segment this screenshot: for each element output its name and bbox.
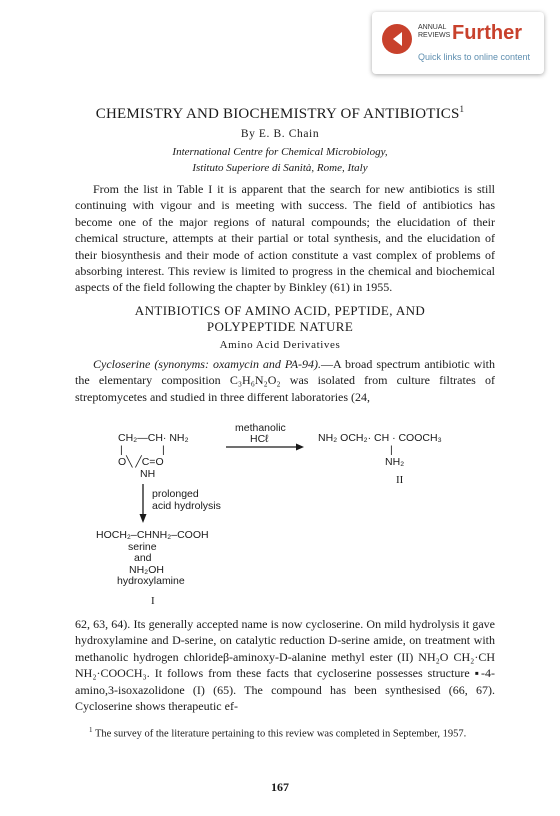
affiliation-line-2: Istituto Superiore di Sanità, Rome, Italy bbox=[192, 162, 368, 174]
hydrolysis-line-1: prolonged bbox=[152, 488, 199, 500]
reaction-arrow-right bbox=[226, 442, 304, 452]
cycloserine-lead: Cycloserine (synonyms: oxamycin and PA-94). bbox=[93, 357, 322, 371]
cycloserine-ring-bottom: O╲ ╱C=O bbox=[118, 456, 164, 468]
quick-links-text[interactable]: Quick links to online content bbox=[418, 52, 531, 62]
footnote: $^1$ The survey of the literature pertaining to this review was completed in September, 1957. bbox=[89, 726, 467, 740]
ring-right-bond: | bbox=[162, 444, 165, 456]
reaction-arrow-down bbox=[138, 484, 148, 524]
page-number: 167 bbox=[271, 780, 289, 794]
product-nh2oh: NH₂OH bbox=[129, 564, 164, 576]
cycloserine-ring-nh: NH bbox=[140, 468, 156, 480]
cycloserine-text: —A broad spectrum antibiotic with the elementary composition C₃H₆N₂O₂ was isolated from culture filtrates of streptomycetes and studied in three different laboratories (24, bbox=[75, 357, 495, 404]
annual-reviews-logo: ANNUAL REVIEWS bbox=[418, 24, 451, 39]
product-ii-bond: | bbox=[390, 444, 393, 456]
section-heading-line-2: POLYPEPTIDE NATURE bbox=[206, 319, 354, 334]
further-brand: Further bbox=[452, 22, 522, 44]
further-banner-link[interactable] bbox=[372, 12, 544, 74]
play-icon bbox=[382, 24, 412, 54]
product-and: and bbox=[134, 552, 152, 564]
product-i-formula: HOCH₂–CHNH₂–COOH bbox=[96, 529, 209, 541]
author-line: By E. B. Chain bbox=[240, 128, 320, 140]
product-ii-formula: NH₂ OCH₂· CH · COOCH₃ bbox=[318, 432, 442, 444]
hydrolysis-line-2: acid hydrolysis bbox=[152, 500, 221, 512]
cycloserine-paragraph bbox=[75, 356, 495, 405]
reagent-methanolic: methanolic bbox=[235, 422, 286, 434]
article-title: CHEMISTRY AND BIOCHEMISTRY OF ANTIBIOTICS$^1$ bbox=[95, 104, 465, 122]
continuation-paragraph: 62, 63, 64). Its generally accepted name is now cycloserine. On mild hydrolysis it gave hydroxylamine and D-serine, on catalytic reduction D-serine amide, on treatment with methanolic hydrogen chlorideβ-aminoxy-D-alanine methyl ester (II) NH₂O CH₂·CH NH₂·COOCH₃. It follows from these facts that cycloserine possesses structure ▪-4-amino,3-isoxazolidone (I) (65). The compound has been synthesised (66, 67). Cycloserine shows therapeutic ef- bbox=[75, 617, 495, 714]
affiliation-line-1: International Centre for Chemical Microbiology, bbox=[172, 146, 388, 158]
compound-label-i: I bbox=[151, 595, 155, 607]
product-ii-nh2: NH₂ bbox=[385, 456, 405, 468]
subsection-heading: Amino Acid Derivatives bbox=[219, 339, 341, 351]
footnote-mark: 1 bbox=[89, 726, 93, 734]
cycloserine-ring-top: CH₂—CH· NH₂ bbox=[118, 432, 189, 444]
title-footnote-mark: 1 bbox=[459, 104, 465, 114]
product-serine: serine bbox=[128, 541, 157, 553]
section-heading-line-1: ANTIBIOTICS OF AMINO ACID, PEPTIDE, AND bbox=[134, 303, 426, 318]
compound-label-ii: II bbox=[396, 474, 404, 486]
ring-left-bond: | bbox=[120, 444, 123, 456]
product-hydroxylamine: hydroxylamine bbox=[117, 575, 185, 587]
intro-paragraph: From the list in Table I it is apparent that the search for new antibiotics is still continuing with vigour and is meeting with success. The field of antibiotics has become one of the major regions of natural compounds; the elucidation of their chemical structure, attempts at their partial or total synthesis, and the elucidation of their biosynthesis and their mode of action constitute a vast complex of problems of absorbing interest. This review is limited to progress in the chemical and biochemical aspects of the field following the chapter by Binkley (61) in 1955. bbox=[75, 182, 495, 295]
reagent-hcl: HCℓ bbox=[250, 433, 269, 445]
